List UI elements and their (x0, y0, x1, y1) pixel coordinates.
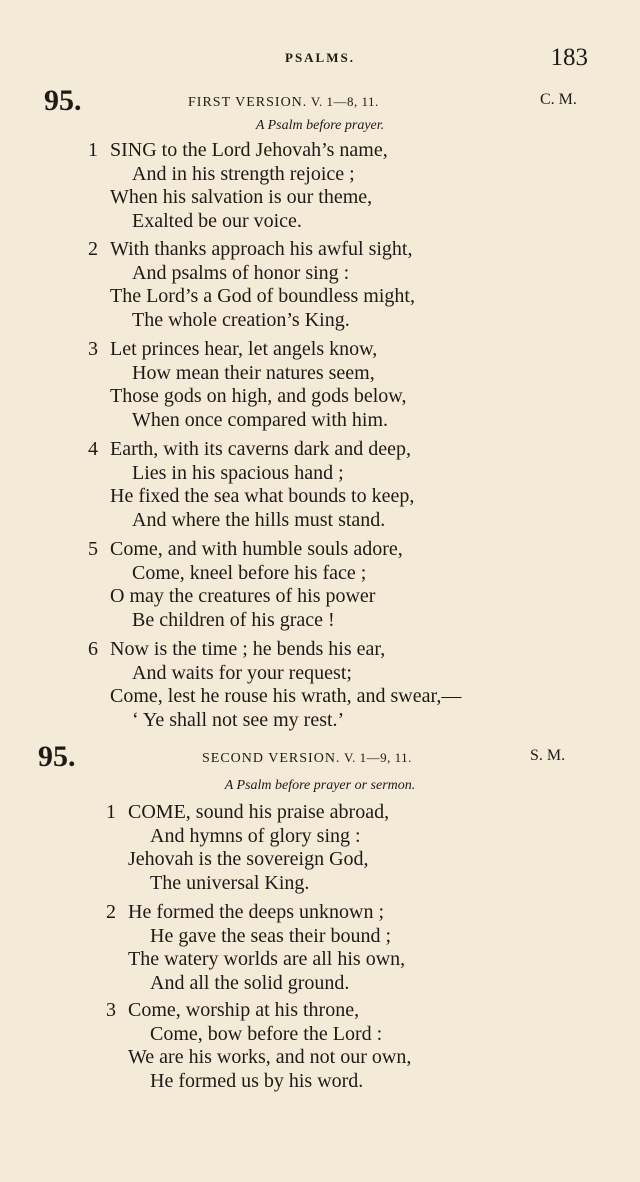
verse-line: When his salvation is our theme, (110, 186, 373, 208)
hymn-subtitle: A Psalm before prayer or sermon. (224, 778, 416, 793)
verse-line: And all the solid ground. (150, 971, 350, 994)
meter: S. M. (530, 747, 566, 764)
stanza-number: 1 (88, 139, 98, 161)
version-label: SECOND VERSION. (202, 751, 341, 766)
stanza-number: 3 (88, 338, 98, 360)
verse-line: Exalted be our voice. (132, 209, 302, 232)
stanza-number: 5 (88, 538, 98, 560)
verse-line: We are his works, and not our own, (128, 1046, 412, 1068)
verse-line: How mean their natures seem, (132, 361, 375, 384)
verse-line: And psalms of honor sing : (132, 261, 350, 284)
stanza-number: 4 (88, 438, 98, 460)
verse-line: Now is the time ; he bends his ear, (110, 638, 386, 660)
verse-line: Come, and with humble souls adore, (110, 538, 403, 560)
page-number: 183 (550, 44, 588, 71)
verse-line: COME, sound his praise abroad, (128, 801, 390, 823)
verse-line: Those gods on high, and gods below, (110, 385, 407, 407)
hymn-number: 95. (44, 84, 82, 117)
running-head (0, 44, 640, 74)
verse-line: Jehovah is the sovereign God, (128, 848, 369, 870)
hymn-header (0, 740, 640, 774)
verses-reference: V. 1—9, 11. (343, 750, 412, 765)
verse-line: He formed us by his word. (150, 1069, 364, 1092)
verse-line: O may the creatures of his power (110, 585, 376, 607)
verse-line: Let princes hear, let angels know, (110, 338, 378, 360)
verse-line: The watery worlds are all his own, (128, 948, 406, 970)
verse-line: The universal King. (150, 871, 310, 894)
stanza-number: 2 (106, 901, 116, 923)
verse-line: The whole creation’s King. (132, 308, 350, 331)
version-label: FIRST VERSION. (188, 95, 308, 110)
verse-line: And where the hills must stand. (132, 508, 386, 531)
verse-line: Earth, with its caverns dark and deep, (110, 438, 412, 460)
verse-line: With thanks approach his awful sight, (110, 238, 413, 260)
verse-line: Come, bow before the Lord : (150, 1022, 383, 1045)
verse-line: Come, kneel before his face ; (132, 561, 367, 584)
stanza-number: 2 (88, 238, 98, 260)
verse-line: He gave the seas their bound ; (150, 924, 392, 947)
verse-line: SING to the Lord Jehovah’s name, (110, 139, 388, 161)
hymn-header (0, 84, 640, 118)
verse-line: And hymns of glory sing : (150, 824, 361, 847)
verse-line: Come, worship at his throne, (128, 999, 360, 1021)
verse-line: And in his strength rejoice ; (132, 162, 355, 185)
verse-line: The Lord’s a God of boundless might, (110, 285, 415, 307)
verse-line: When once compared with him. (132, 408, 389, 431)
version-line (202, 750, 412, 767)
verse-line: Come, lest he rouse his wrath, and swear,— (110, 685, 462, 707)
stanza-number: 1 (106, 801, 116, 823)
stanza-number: 3 (106, 999, 116, 1021)
running-title: PSALMS. (285, 50, 355, 65)
version-line (188, 94, 379, 111)
verse-line: ‘ Ye shall not see my rest.’ (132, 708, 345, 731)
verses-reference: V. 1—8, 11. (310, 94, 379, 109)
verse-line: Be children of his grace ! (132, 608, 335, 631)
stanza-number: 6 (88, 638, 98, 660)
verse-line: And waits for your request; (132, 661, 352, 684)
verse-line: He fixed the sea what bounds to keep, (110, 485, 415, 507)
verse-line: Lies in his spacious hand ; (132, 461, 344, 484)
hymn-number: 95. (38, 740, 76, 773)
meter: C. M. (540, 91, 577, 108)
verse-line: He formed the deeps unknown ; (128, 901, 385, 923)
hymn-subtitle: A Psalm before prayer. (255, 118, 385, 133)
